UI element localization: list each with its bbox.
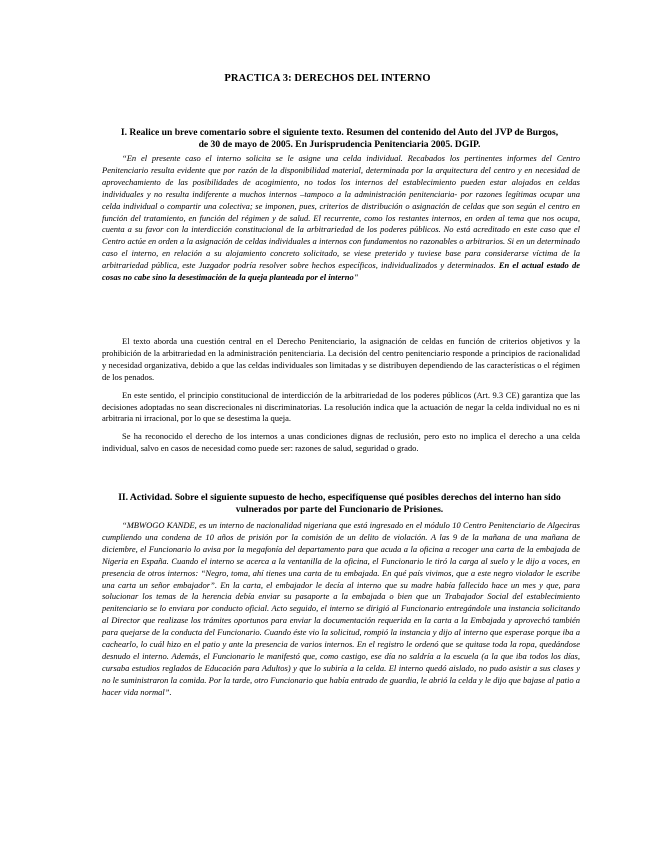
section2-heading	[102, 492, 577, 516]
commentary-paragraph-2: En este sentido, el principio constitucional de interdicción de la arbitrariedad de los poderes públicos (Art. 9.3 CE) garantiza que las decisiones adoptadas no sean discrecionales ni discriminatorias. La resolución indica que la actuación de negar la celda individual no es ni arbitraria ni irracional, por lo que se desestima la queja.	[102, 389, 580, 424]
section1-quote	[102, 153, 580, 284]
section1-heading	[102, 127, 577, 151]
quote-main-text: “En el presente caso el interno solicita se le asigne una celda individual. Recabados los pertinentes informes del Centro Penitenciario resulta evidente que por razón de la disponibilidad material, determinada por la arquitectura del centro y en necesidad de aprovechamiento de las posibilidades de acogimiento, no todos los internos del establecimiento pueden estar alojados en celdas individuales y no resulta indiferente a muchos internos –tampoco a la administración penitenciaria- por razones legítimas ocupar una celda individual o compartir una colectiva; se imponen, pues, criterios de distribución o asignación de celdas que son según el centro en función del tratamiento, en función del régimen y de salud. El recurrente, como los restantes internos, en orden al tema que nos ocupa, cuenta a su favor con la interdicción constitucional de la arbitrariedad de los poderes públicos. No está acreditado en este caso que el Centro actúe en orden a la asignación de celdas individuales a internos con fundamentos no razonables o arbitrarios. Si en un determinado caso el interno, en relación a su alojamiento concreto solicitado, se viese preterido y tuviese base para considerarse víctima de la arbitrariedad pública, este Juzgador podría resolver sobre hechos específicos, individualizados y determinados.	[102, 153, 580, 271]
section1-heading-line1: I. Realice un breve comentario sobre el siguiente texto. Resumen del contenido del Auto del JVP de Burgos,	[120, 127, 559, 138]
quote-paragraph	[102, 153, 580, 284]
case-paragraph: “MBWOGO KANDE, es un interno de nacionalidad nigeriana que está ingresado en el módulo 10 Centro Penitenciario de Algeciras cumpliendo una condena de 10 años de prisión por la comisión de un delito de violación. A las 9 de la mañana de una mañana de diciembre, el Funcionario lo avisa por la megafonía del departamento para que acuda a la oficina a recoger una carta de la embajada de Nigeria en España. Cuando el interno se acerca a la ventanilla de la oficina, el Funcionario le tiró la carga al suelo y le dijo a voces, en presencia de otros internos: “Negro, toma, ahí tienes una carta de tu embajada. En qué país vivimos, que a este negro violador le escribe una carta un señor embajador”. En la carta, el embajador le decía al interno que su madre había fallecido hace un mes y que, para solucionar los temas de la herencia debía enviar su pasaporte a la embajada o bien que un Trabajador Social del establecimiento penitenciario se lo enviara por conducto oficial. Acto seguido, el interno se dirigió al Funcionario entregándole una instancia solicitando al Director que realizase los trámites oportunos para enviar la documentación requerida en la carta a la Embajada y aprovechó también para quejarse de la conducta del Funcionario. Cuando éste vio la solicitud, rompió la instancia y dijo al interno que esperase porque iba a cachearlo, lo cuál hizo en el patio y ante la presencia de varios internos. En el registro le ordenó que se quitase toda la ropa, quedándose desnudo el interno. Además, el Funcionario le manifestó que, como castigo, ese día no saldría a la escuela (a la que iba todos los días, cursaba estudios reglados de Educación para Adultos) y que lo subiría a la celda. El interno quedó aislado, no pudo asistir a sus clases y no le suministraron la comida. Por la tarde, otro Funcionario que había entrado de guardia, le abrió la celda y le dijo que bajase al patio a hacer vida normal”.	[102, 520, 580, 697]
section1-heading-line2: de 30 de mayo de 2005. En Jurisprudencia Penitenciaria 2005. DGIP.	[198, 139, 481, 150]
section2-case	[102, 520, 580, 699]
commentary-paragraph-3: Se ha reconocido el derecho de los internos a unas condiciones dignas de reclusión, pero esto no implica el derecho a una celda individual, salvo en casos de necesidad como puede ser: razones de salud, seguridad o grado.	[102, 431, 580, 454]
section2-heading-line1: II. Actividad. Sobre el siguiente supuesto de hecho, especifíquense qué posibles derechos del interno han sido	[118, 492, 561, 503]
section1-commentary	[102, 336, 580, 455]
commentary-paragraph-1: El texto aborda una cuestión central en el Derecho Penitenciario, la asignación de celdas en función de criterios objetivos y la prohibición de la arbitrariedad en la administración penitenciaria. La decisión del centro penitenciario responde a principios de racionalidad y necesidad organizativa, debido a que las celdas individuales son limitadas y se distribuyen dependiendo de las características o el régimen de los penados.	[102, 336, 580, 382]
quote-conclusion-bold: En el actual estado de cosas no cabe sino la desestimación de la queja planteada por el interno"	[102, 260, 580, 283]
page-title: PRACTICA 3: DERECHOS DEL INTERNO	[224, 73, 431, 84]
section2-heading-line2: vulnerados por parte del Funcionario de Prisiones.	[235, 504, 444, 515]
